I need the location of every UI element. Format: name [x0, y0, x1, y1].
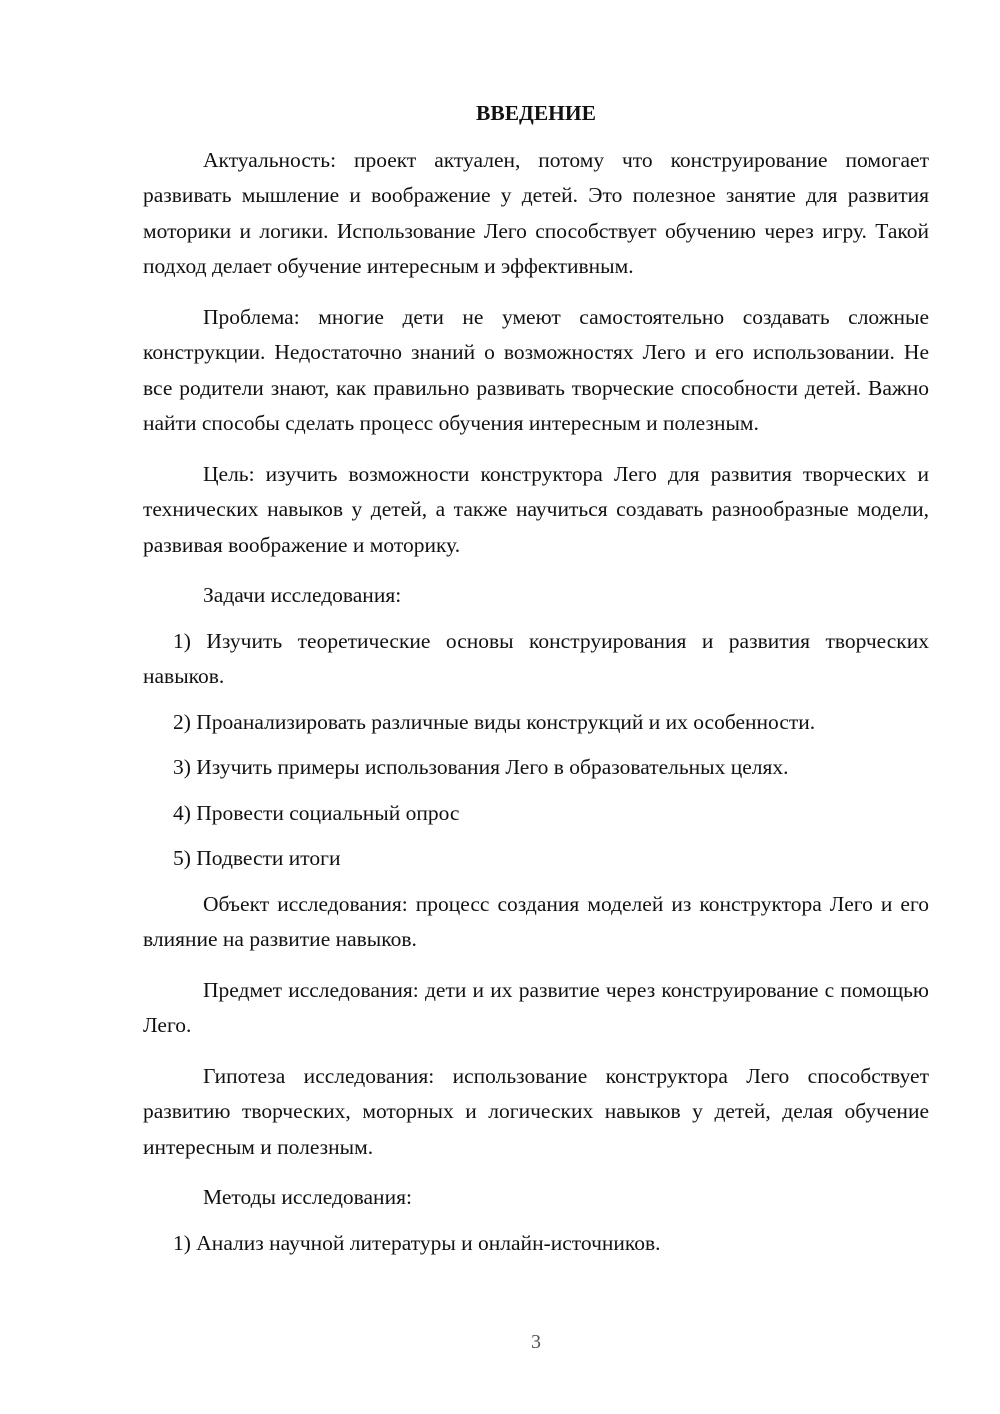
page-number: 3 [531, 1331, 541, 1353]
task-item-2: 2) Проанализировать различные виды конструкций и их особенности. [173, 709, 816, 734]
paragraph-goal: Цель: изучить возможности конструктора Лего для развития творческих и технических навыков у детей, а также научиться создавать разнообразные модели, развивая воображение и моторику. [143, 461, 929, 557]
task-item-4: 4) Провести социальный опрос [173, 800, 460, 825]
task-item-5: 5) Подвести итоги [173, 846, 341, 870]
page-title: ВВЕДЕНИЕ [476, 101, 596, 125]
task-item-1: 1) Изучить теоретические основы конструирования и развития творческих навыков. [143, 628, 929, 688]
document-page [143, 96, 929, 1271]
paragraph-subject: Предмет исследования: дети и их развитие через конструирование с помощью Лего. [143, 977, 929, 1037]
paragraph-relevance: Актуальность: проект актуален, потому что конструирование помогает развивать мышление и воображение у детей. Это полезное занятие для развития моторики и логики. Использование Лего способствует обучению через игру. Такой подход делает обучение интересным и эффективным. [143, 147, 929, 278]
paragraph-object: Объект исследования: процесс создания моделей из конструктора Лего и его влияние на развитие навыков. [143, 891, 929, 951]
paragraph-problem: Проблема: многие дети не умеют самостоятельно создавать сложные конструкции. Недостаточно знаний о возможностях Лего и его использовании. Не все родители знают, как правильно развивать творческие способности детей. Важно найти способы сделать процесс обучения интересным и полезным. [143, 304, 929, 435]
methods-heading: Методы исследования: [203, 1185, 412, 1209]
task-item-3: 3) Изучить примеры использования Лего в образовательных целях. [173, 755, 789, 779]
tasks-heading: Задачи исследования: [203, 583, 402, 607]
method-item-1: 1) Анализ научной литературы и онлайн-источников. [173, 1230, 661, 1255]
paragraph-hypothesis: Гипотеза исследования: использование конструктора Лего способствует развитию творческих, моторных и логических навыков у детей, делая обучение интересным и полезным. [143, 1063, 929, 1159]
